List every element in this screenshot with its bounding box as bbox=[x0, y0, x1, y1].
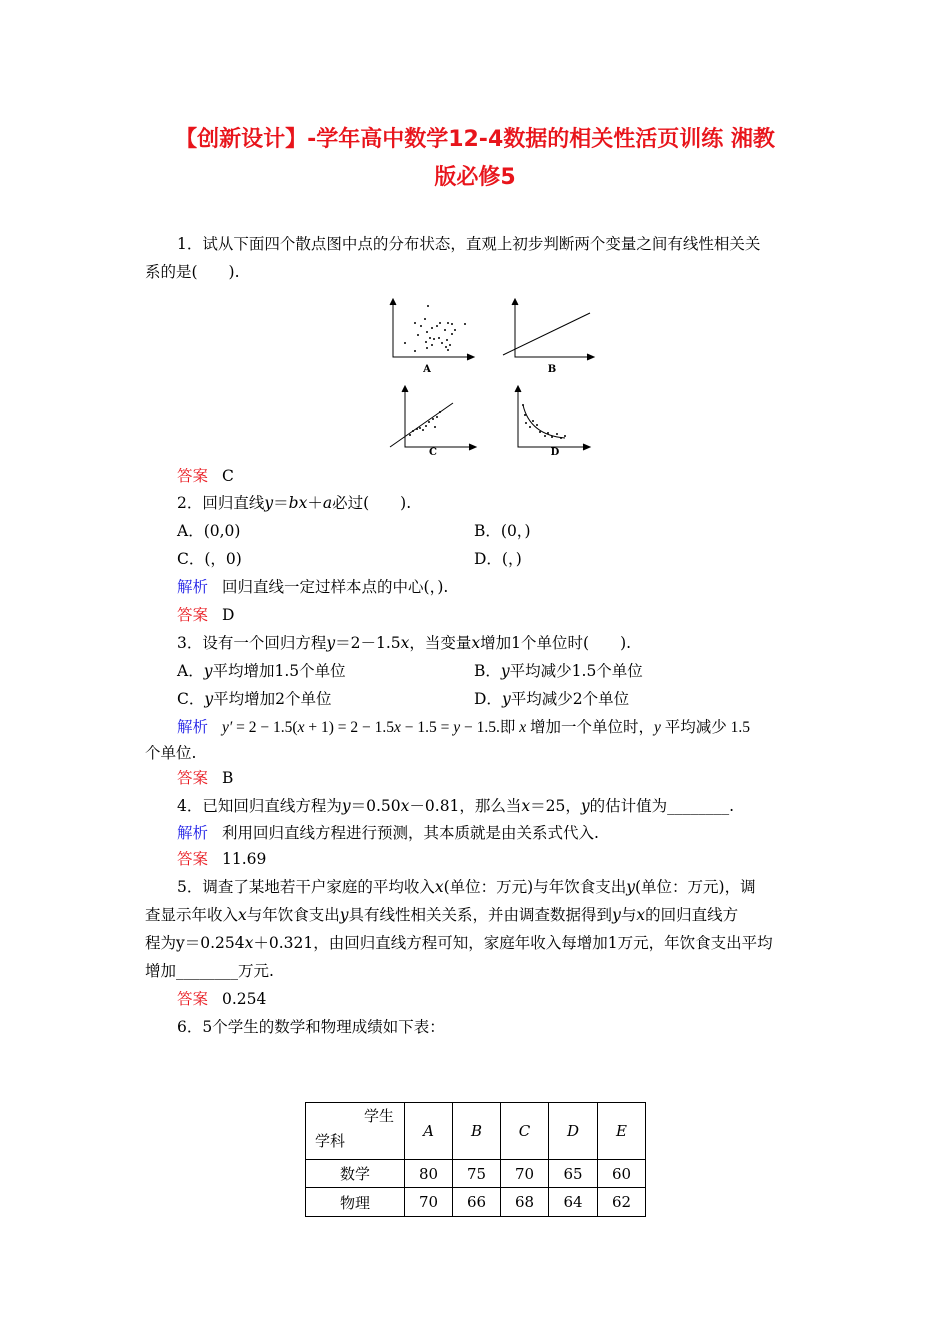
text-segment: 平均增加1.5个单位 bbox=[212, 662, 346, 680]
plot-a-points bbox=[404, 305, 466, 352]
text-segment: bx bbox=[288, 494, 308, 512]
text-segment: x bbox=[400, 634, 410, 652]
text-segment: D bbox=[222, 606, 235, 624]
text-segment: 平均减少 1.5 bbox=[660, 719, 751, 736]
header-student bbox=[453, 1103, 501, 1160]
text-segment: B． bbox=[474, 662, 501, 680]
text-segment: ，当变量 bbox=[409, 634, 472, 652]
text-segment: y bbox=[204, 690, 214, 708]
text-segment: 62 bbox=[598, 1188, 646, 1217]
text-segment: 65 bbox=[549, 1160, 598, 1188]
text-segment: y bbox=[341, 797, 351, 815]
q3-option-a bbox=[177, 661, 346, 681]
text-segment: 平均减少1.5个单位 bbox=[509, 662, 643, 680]
q1-answer bbox=[177, 466, 234, 486]
text-segment: 利用回归直线方程进行预测，其本质就是由关系式代入. bbox=[222, 824, 599, 842]
text-segment: = 2 − 1.5( bbox=[232, 719, 298, 736]
plot-label-b: B bbox=[547, 364, 557, 375]
text-segment: 解析 bbox=[177, 718, 209, 736]
table-row bbox=[306, 1160, 646, 1188]
text-segment: 66 bbox=[453, 1188, 501, 1217]
text-segment: E bbox=[616, 1122, 627, 1140]
text-segment: 查显示年收入 bbox=[145, 906, 239, 924]
answer-label: 答案 bbox=[177, 467, 209, 485]
text-segment: 与年饮食支出 bbox=[246, 906, 340, 924]
text-segment: 2．回归直线 bbox=[177, 494, 265, 512]
q5-answer bbox=[177, 989, 266, 1009]
doc-title-line2: 版必修5 bbox=[434, 165, 516, 190]
text-segment: 80 bbox=[405, 1160, 453, 1188]
q5-stem-line2 bbox=[145, 905, 738, 925]
text-segment: 0.254 bbox=[222, 990, 267, 1008]
text-segment: x bbox=[636, 906, 646, 924]
text-segment: 11.69 bbox=[222, 850, 267, 868]
plot-label-d: D bbox=[550, 447, 560, 458]
q2-option-b: B．(0，) bbox=[474, 522, 531, 540]
text-segment: －0.81，那么当 bbox=[409, 797, 522, 815]
text-segment: 5．调查了某地若干户家庭的平均收入 bbox=[177, 878, 435, 896]
text-segment: ＝0.50 bbox=[350, 797, 401, 815]
q2-option-d: D．(，) bbox=[474, 550, 522, 568]
table-corner-cell bbox=[306, 1103, 405, 1160]
text-segment: 增加一个单位时， bbox=[526, 719, 655, 736]
text-segment: 4．已知回归直线方程为 bbox=[177, 797, 342, 815]
q4-answer bbox=[177, 849, 266, 869]
text-segment: 物理 bbox=[306, 1188, 405, 1217]
text-segment: 平均增加2个单位 bbox=[213, 690, 332, 708]
text-segment: x bbox=[238, 906, 247, 924]
text-segment: 64 bbox=[549, 1188, 598, 1217]
text-segment: x bbox=[400, 797, 410, 815]
text-segment: y bbox=[501, 690, 511, 708]
text-segment: x bbox=[519, 719, 527, 736]
q1-stem-line1: 1．试从下面四个散点图中点的分布状态，直观上初步判断两个变量之间有线性相关关 bbox=[177, 235, 761, 253]
text-segment: D． bbox=[474, 690, 502, 708]
text-segment: 必过( ). bbox=[332, 494, 412, 512]
text-segment: ＝25， bbox=[530, 797, 581, 815]
text-segment: y bbox=[326, 634, 336, 652]
answer-value: C bbox=[222, 467, 234, 485]
text-segment: 的估计值为________. bbox=[589, 797, 735, 815]
text-segment: 75 bbox=[453, 1160, 501, 1188]
text-segment: C． bbox=[177, 690, 205, 708]
header-student bbox=[598, 1103, 646, 1160]
text-segment: 答案 bbox=[177, 850, 209, 868]
text-segment: y bbox=[203, 662, 213, 680]
q3-analysis bbox=[177, 717, 750, 738]
header-student bbox=[405, 1103, 453, 1160]
text-segment: y bbox=[500, 662, 510, 680]
text-segment: 回归直线一定过样本点的中心(，). bbox=[222, 578, 449, 596]
q3-answer bbox=[177, 768, 233, 788]
text-segment: − 1.5.即 bbox=[460, 719, 520, 736]
text-segment: A． bbox=[177, 662, 204, 680]
text-segment: 70 bbox=[501, 1160, 549, 1188]
text-segment: B bbox=[470, 1122, 483, 1140]
scatter-plots-figure bbox=[385, 295, 605, 460]
analysis-label: 解析 bbox=[177, 578, 209, 596]
text-segment: 程为y＝0.254 bbox=[145, 934, 245, 952]
text-segment: a bbox=[322, 494, 333, 512]
q3-option-b bbox=[474, 661, 643, 681]
text-segment: y bbox=[264, 494, 274, 512]
q5-stem-line3 bbox=[145, 933, 773, 953]
text-segment: ＝ bbox=[273, 494, 289, 512]
q2-stem bbox=[177, 493, 411, 513]
text-segment: y′ bbox=[222, 719, 233, 736]
text-segment: 学生 bbox=[363, 1107, 394, 1125]
text-segment: 增加1个单位时( ). bbox=[480, 634, 632, 652]
text-segment: C bbox=[518, 1122, 531, 1140]
text-segment: 具有线性相关关系，并由调查数据得到 bbox=[348, 906, 613, 924]
q2-option-c: C．(，0) bbox=[177, 550, 242, 568]
text-segment: y bbox=[453, 719, 461, 736]
q3-option-d bbox=[474, 689, 629, 709]
text-segment: x bbox=[471, 634, 481, 652]
table-row bbox=[306, 1188, 646, 1217]
q4-stem bbox=[177, 796, 734, 816]
text-segment: 70 bbox=[405, 1188, 453, 1217]
q5-stem-line4: 增加________万元. bbox=[145, 962, 274, 980]
text-segment: x bbox=[393, 719, 401, 736]
text-segment: y bbox=[339, 906, 349, 924]
text-segment: B bbox=[222, 769, 234, 787]
q2-answer bbox=[177, 605, 234, 625]
text-segment: 答案 bbox=[177, 990, 209, 1008]
q2-option-a: A．(0,0) bbox=[177, 522, 241, 540]
text-segment: 平均减少2个单位 bbox=[510, 690, 630, 708]
plot-label-c: C bbox=[429, 447, 437, 458]
text-segment: ＝2－1.5 bbox=[335, 634, 401, 652]
plot-a bbox=[390, 299, 474, 360]
plot-label-a: A bbox=[423, 364, 431, 375]
text-segment: 答案 bbox=[177, 606, 209, 624]
text-segment: 学科 bbox=[315, 1132, 346, 1150]
q6-stem: 6．5个学生的数学和物理成绩如下表： bbox=[177, 1018, 445, 1036]
text-segment: 60 bbox=[598, 1160, 646, 1188]
text-segment: 解析 bbox=[177, 824, 209, 842]
q3-analysis-line2: 个单位. bbox=[145, 744, 197, 762]
text-segment: 与 bbox=[620, 906, 637, 924]
header-student bbox=[501, 1103, 549, 1160]
text-segment: y bbox=[580, 797, 590, 815]
text-segment: A bbox=[423, 1122, 434, 1140]
text-segment: 3．设有一个回归方程 bbox=[177, 634, 327, 652]
text-segment: 数学 bbox=[306, 1160, 405, 1188]
text-segment: 答案 bbox=[177, 769, 209, 787]
text-segment: x bbox=[434, 878, 444, 896]
scores-table bbox=[305, 1102, 646, 1217]
text-segment: y bbox=[626, 878, 635, 896]
text-segment: (单位：万元)与年饮食支出 bbox=[443, 878, 627, 896]
q5-stem-line1 bbox=[177, 877, 756, 897]
text-segment: − 1.5 = bbox=[400, 719, 454, 736]
q2-analysis bbox=[177, 577, 448, 597]
text-segment: y bbox=[654, 719, 661, 736]
text-segment: D bbox=[566, 1122, 580, 1140]
q4-analysis bbox=[177, 823, 599, 843]
q3-stem bbox=[177, 633, 631, 653]
text-segment: x bbox=[297, 719, 305, 736]
text-segment: y bbox=[612, 906, 621, 924]
text-segment: ＋ bbox=[307, 494, 323, 512]
text-segment: 的回归直线方 bbox=[645, 906, 739, 924]
text-segment: + 1) = 2 − 1.5 bbox=[304, 719, 394, 736]
doc-title-line1: 【创新设计】-学年高中数学12-4数据的相关性活页训练 湘教 bbox=[175, 127, 775, 152]
text-segment: (单位：万元)，调 bbox=[635, 878, 756, 896]
q3-option-c bbox=[177, 689, 332, 709]
header-student bbox=[549, 1103, 598, 1160]
text-segment: x bbox=[521, 797, 531, 815]
text-segment: 68 bbox=[501, 1188, 549, 1217]
q1-stem-line2: 系的是( ). bbox=[145, 263, 240, 281]
text-segment: ＋0.321，由回归直线方程可知，家庭年收入每增加1万元，年饮食支出平均 bbox=[253, 934, 773, 952]
text-segment: x bbox=[244, 934, 254, 952]
